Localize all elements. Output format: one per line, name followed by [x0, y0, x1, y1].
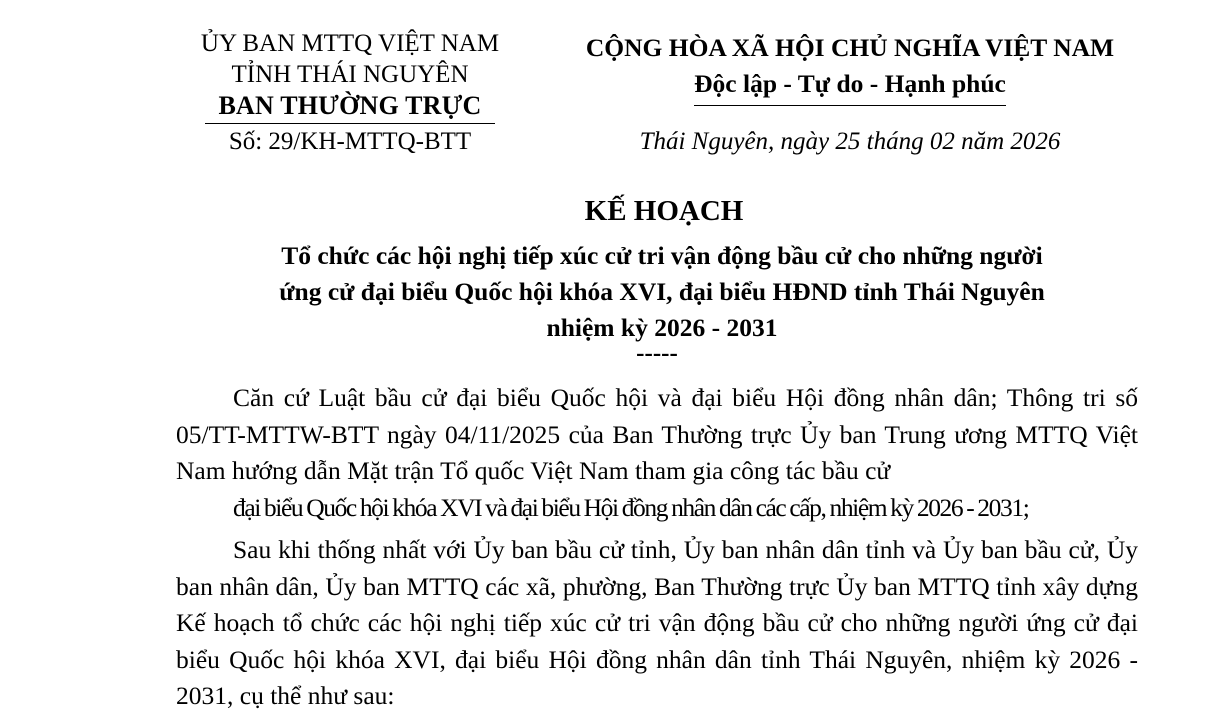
document-header: [0, 0, 1228, 170]
subject-line-3: nhiệm kỳ 2026 - 2031: [546, 313, 778, 342]
document-subject: [170, 238, 1154, 346]
subject-line-1: Tổ chức các hội nghị tiếp xúc cử tri vận động bầu cử cho những người: [281, 241, 1043, 270]
subject-line-2: ứng cử đại biểu Quốc hội khóa XVI, đại biểu HĐND tỉnh Thái Nguyên: [279, 277, 1045, 306]
document-number: Số: 29/KH-MTTQ-BTT: [228, 128, 472, 155]
legal-basis-paragraph: [176, 380, 1138, 526]
national-title-block: [560, 30, 1140, 106]
agency-unit-name: BAN THƯỜNG TRỰC: [218, 91, 482, 120]
document-body: [176, 380, 1138, 721]
document-title: KẾ HOẠCH: [584, 195, 744, 227]
title-separator: -----: [636, 340, 678, 367]
issuing-agency-block: [150, 28, 550, 128]
agency-underline: [205, 123, 495, 124]
nation-name: CỘNG HÒA XÃ HỘI CHỦ NGHĨA VIỆT NAM: [585, 33, 1115, 62]
place-and-date: Thái Nguyên, ngày 25 tháng 02 năm 2026: [639, 128, 1061, 155]
legal-basis-text: Căn cứ Luật bầu cử đại biểu Quốc hội và đại biểu Hội đồng nhân dân; Thông tri số 05/TT-MTTW-BTT ngày 04/11/2025 của Ban Thường trực Ủy ban Trung ương MTTQ Việt Nam hướng dẫn Mặt trận Tổ quốc Việt Nam tham gia công tác bầu cử: [176, 383, 1138, 485]
national-motto: Độc lập - Tự do - Hạnh phúc: [694, 66, 1006, 106]
agency-name-line2: TỈNH THÁI NGUYÊN: [231, 61, 469, 88]
plan-intro-paragraph: Sau khi thống nhất với Ủy ban bầu cử tỉnh, Ủy ban nhân dân tỉnh và Ủy ban bầu cử, Ủy ban nhân dân, Ủy ban MTTQ các xã, phường, Ban Thường trực Ủy ban MTTQ tỉnh xây dựng Kế hoạch tổ chức các hội nghị tiếp xúc cử tri vận động bầu cử cho những người ứng cử đại biểu Quốc hội khóa XVI, đại biểu Hội đồng nhân dân tỉnh Thái Nguyên, nhiệm kỳ 2026 - 2031, cụ thể như sau:: [176, 535, 1138, 710]
agency-name-line1: ỦY BAN MTTQ VIỆT NAM: [200, 30, 500, 57]
legal-basis-text-last-line: đại biểu Quốc hội khóa XVI và đại biểu Hội đồng nhân dân các cấp, nhiệm kỳ 2026 - 2031;: [233, 492, 1029, 522]
